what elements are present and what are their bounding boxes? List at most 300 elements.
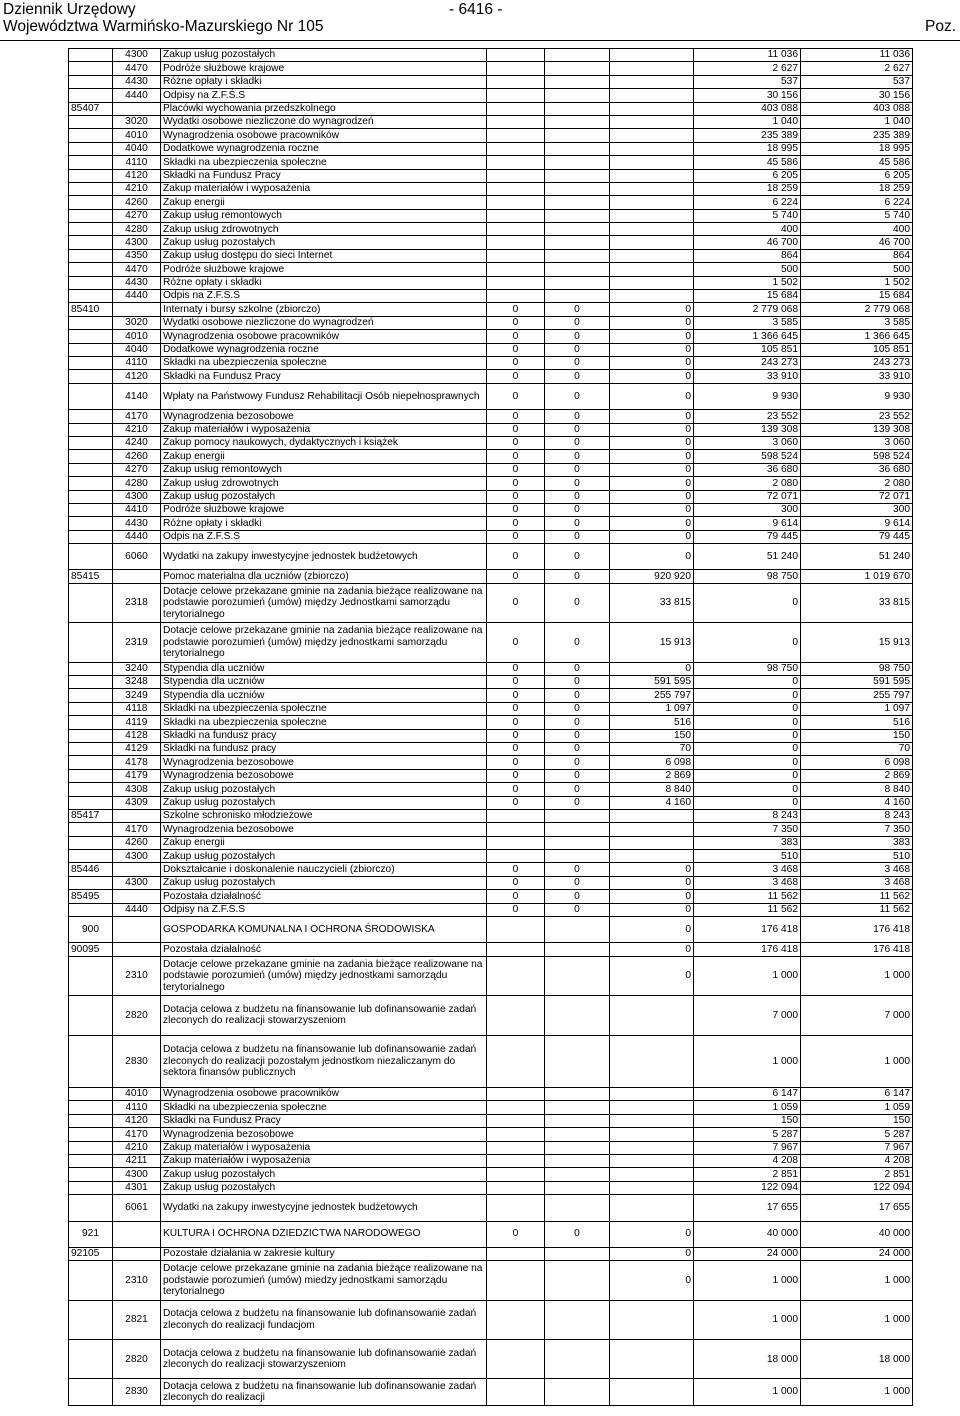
total-amount: 33 910 xyxy=(801,370,913,383)
amount-col-2 xyxy=(545,836,610,849)
item-description: Stypendia dla uczniów xyxy=(161,662,487,675)
paragraph-code: 4430 xyxy=(113,276,161,289)
amount-col-3: 0 xyxy=(610,917,694,943)
amount-col-3 xyxy=(610,102,694,115)
paragraph-code xyxy=(113,809,161,822)
amount-col-1: 0 xyxy=(487,316,545,329)
amount-col-4: 18 000 xyxy=(694,1340,801,1379)
total-amount: 122 094 xyxy=(801,1181,913,1194)
amount-col-3 xyxy=(610,809,694,822)
amount-col-3: 8 840 xyxy=(610,783,694,796)
section-code xyxy=(69,463,113,476)
amount-col-4: 8 243 xyxy=(694,809,801,822)
item-description: Dokształcanie i doskonalenie nauczycieli (zbiorczo) xyxy=(161,863,487,876)
item-description: Odpisy na Z.F.Ś.S xyxy=(161,89,487,102)
item-description: Pomoc materialna dla uczniów (zbiorczo) xyxy=(161,570,487,583)
total-amount: 15 913 xyxy=(801,623,913,662)
amount-col-1 xyxy=(487,1195,545,1221)
amount-col-1 xyxy=(487,943,545,956)
amount-col-1: 0 xyxy=(487,490,545,503)
total-amount: 23 552 xyxy=(801,410,913,423)
paragraph-code: 4440 xyxy=(113,903,161,916)
paragraph-code: 2310 xyxy=(113,1261,161,1300)
section-code xyxy=(69,249,113,262)
amount-col-1: 0 xyxy=(487,330,545,343)
total-amount: 4 208 xyxy=(801,1154,913,1167)
page-number: - 6416 - xyxy=(449,1,503,18)
item-description: Stypendia dla uczniów xyxy=(161,689,487,702)
amount-col-3 xyxy=(610,1379,694,1405)
amount-col-4: 3 585 xyxy=(694,316,801,329)
item-description: Zakup materiałów i wyposażenia xyxy=(161,1154,487,1167)
amount-col-3: 0 xyxy=(610,383,694,409)
amount-col-4: 36 680 xyxy=(694,463,801,476)
amount-col-3: 0 xyxy=(610,423,694,436)
total-amount: 2 851 xyxy=(801,1168,913,1181)
table-row xyxy=(69,823,913,836)
amount-col-4: 6 224 xyxy=(694,196,801,209)
paragraph-code: 4260 xyxy=(113,196,161,209)
table-row xyxy=(69,1128,913,1141)
item-description: Składki na Fundusz Pracy xyxy=(161,169,487,182)
table-row xyxy=(69,115,913,128)
paragraph-code: 4118 xyxy=(113,702,161,715)
amount-col-1: 0 xyxy=(487,463,545,476)
amount-col-2: 0 xyxy=(545,796,610,809)
amount-col-4: 0 xyxy=(694,716,801,729)
paragraph-code: 2820 xyxy=(113,996,161,1035)
paragraph-code: 4440 xyxy=(113,89,161,102)
journal-title: Dziennik Urzędowy xyxy=(3,1,136,18)
total-amount: 5 287 xyxy=(801,1128,913,1141)
section-code xyxy=(69,290,113,303)
amount-col-3 xyxy=(610,1300,694,1339)
amount-col-4: 0 xyxy=(694,742,801,755)
section-code xyxy=(69,209,113,222)
paragraph-code xyxy=(113,1221,161,1247)
paragraph-code: 2830 xyxy=(113,1379,161,1405)
item-description: Internaty i bursy szkolne (zbiorczo) xyxy=(161,303,487,316)
amount-col-1 xyxy=(487,156,545,169)
section-code xyxy=(69,583,113,622)
total-amount: 403 088 xyxy=(801,102,913,115)
amount-col-3 xyxy=(610,823,694,836)
item-description: Zakup usług pozostałych xyxy=(161,49,487,62)
amount-col-2 xyxy=(545,1300,610,1339)
amount-col-2 xyxy=(545,850,610,863)
total-amount: 500 xyxy=(801,263,913,276)
amount-col-4: 17 655 xyxy=(694,1195,801,1221)
paragraph-code: 3020 xyxy=(113,316,161,329)
paragraph-code xyxy=(113,943,161,956)
section-code: 900 xyxy=(69,917,113,943)
amount-col-1 xyxy=(487,236,545,249)
amount-col-4: 9 930 xyxy=(694,383,801,409)
table-row xyxy=(69,1181,913,1194)
total-amount: 30 156 xyxy=(801,89,913,102)
item-description: Składki na Fundusz Pracy xyxy=(161,370,487,383)
amount-col-1 xyxy=(487,290,545,303)
amount-col-4: 0 xyxy=(694,796,801,809)
item-description: Dotacja celowa z budżetu na finansowanie lub dofinansowanie zadań zleconych do realizacji xyxy=(161,1379,487,1405)
total-amount: 6 224 xyxy=(801,196,913,209)
paragraph-code: 4211 xyxy=(113,1154,161,1167)
amount-col-1: 0 xyxy=(487,436,545,449)
section-code xyxy=(69,383,113,409)
paragraph-code: 4120 xyxy=(113,169,161,182)
paragraph-code: 4110 xyxy=(113,1101,161,1114)
item-description: Podróże służbowe krajowe xyxy=(161,62,487,75)
amount-col-3: 0 xyxy=(610,1221,694,1247)
total-amount: 3 585 xyxy=(801,316,913,329)
item-description: Dotacje celowe przekazane gminie na zadania bieżące realizowane na podstawie porozumień (umów) między Jednostkami samorządu terytorialnego xyxy=(161,583,487,622)
amount-col-4: 122 094 xyxy=(694,1181,801,1194)
amount-col-4: 23 552 xyxy=(694,410,801,423)
amount-col-2: 0 xyxy=(545,876,610,889)
table-row xyxy=(69,756,913,769)
item-description: Zakup usług remontowych xyxy=(161,463,487,476)
amount-col-3 xyxy=(610,49,694,62)
amount-col-4: 18 995 xyxy=(694,142,801,155)
total-amount: 1 059 xyxy=(801,1101,913,1114)
table-row xyxy=(69,689,913,702)
amount-col-1: 0 xyxy=(487,863,545,876)
total-amount: 1 097 xyxy=(801,702,913,715)
amount-col-2 xyxy=(545,943,610,956)
paragraph-code: 4179 xyxy=(113,769,161,782)
amount-col-2: 0 xyxy=(545,370,610,383)
amount-col-1 xyxy=(487,223,545,236)
section-code xyxy=(69,517,113,530)
section-code xyxy=(69,1340,113,1379)
item-description: Zakup usług pozostałych xyxy=(161,796,487,809)
total-amount: 139 308 xyxy=(801,423,913,436)
total-amount: 6 147 xyxy=(801,1088,913,1101)
amount-col-3: 0 xyxy=(610,330,694,343)
paragraph-code: 4430 xyxy=(113,75,161,88)
amount-col-2 xyxy=(545,823,610,836)
amount-col-4: 1 040 xyxy=(694,115,801,128)
amount-col-4: 3 468 xyxy=(694,863,801,876)
table-row xyxy=(69,729,913,742)
table-row xyxy=(69,156,913,169)
amount-col-1 xyxy=(487,1300,545,1339)
total-amount: 1 000 xyxy=(801,1261,913,1300)
item-description: Różne opłaty i składki xyxy=(161,75,487,88)
amount-col-3 xyxy=(610,996,694,1035)
amount-col-2: 0 xyxy=(545,769,610,782)
amount-col-3 xyxy=(610,263,694,276)
item-description: Zakup energii xyxy=(161,450,487,463)
amount-col-1: 0 xyxy=(487,742,545,755)
table-row xyxy=(69,1340,913,1379)
table-row xyxy=(69,662,913,675)
item-description: KULTURA I OCHRONA DZIEDZICTWA NARODOWEGO xyxy=(161,1221,487,1247)
paragraph-code: 3240 xyxy=(113,662,161,675)
amount-col-2 xyxy=(545,1181,610,1194)
amount-col-2: 0 xyxy=(545,783,610,796)
amount-col-3 xyxy=(610,249,694,262)
table-row xyxy=(69,263,913,276)
amount-col-4: 6 147 xyxy=(694,1088,801,1101)
amount-col-3 xyxy=(610,850,694,863)
amount-col-2: 0 xyxy=(545,343,610,356)
table-row xyxy=(69,702,913,715)
section-code: 90095 xyxy=(69,943,113,956)
amount-col-1: 0 xyxy=(487,450,545,463)
amount-col-2 xyxy=(545,917,610,943)
amount-col-1 xyxy=(487,169,545,182)
table-row xyxy=(69,62,913,75)
section-code xyxy=(69,477,113,490)
table-row xyxy=(69,316,913,329)
paragraph-code: 4280 xyxy=(113,477,161,490)
item-description: Wynagrodzenia bezosobowe xyxy=(161,756,487,769)
amount-col-1 xyxy=(487,263,545,276)
amount-col-2: 0 xyxy=(545,517,610,530)
total-amount: 176 418 xyxy=(801,917,913,943)
section-code xyxy=(69,330,113,343)
amount-col-4: 33 910 xyxy=(694,370,801,383)
item-description: Zakup pomocy naukowych, dydaktycznych i książek xyxy=(161,436,487,449)
total-amount: 1 040 xyxy=(801,115,913,128)
amount-col-3 xyxy=(610,1154,694,1167)
amount-col-2 xyxy=(545,182,610,195)
total-amount: 70 xyxy=(801,742,913,755)
section-code xyxy=(69,742,113,755)
amount-col-4: 2 080 xyxy=(694,477,801,490)
paragraph-code: 4170 xyxy=(113,1128,161,1141)
amount-col-4: 1 000 xyxy=(694,1035,801,1087)
amount-col-4: 45 586 xyxy=(694,156,801,169)
section-code: 85415 xyxy=(69,570,113,583)
section-code xyxy=(69,850,113,863)
amount-col-1 xyxy=(487,850,545,863)
amount-col-3 xyxy=(610,142,694,155)
table-row xyxy=(69,1141,913,1154)
item-description: Dodatkowe wynagrodzenia roczne xyxy=(161,142,487,155)
amount-col-4: 300 xyxy=(694,503,801,516)
amount-col-2 xyxy=(545,1379,610,1405)
total-amount: 300 xyxy=(801,503,913,516)
paragraph-code: 4010 xyxy=(113,1088,161,1101)
paragraph-code: 2310 xyxy=(113,956,161,995)
amount-col-4: 5 287 xyxy=(694,1128,801,1141)
amount-col-3 xyxy=(610,290,694,303)
amount-col-3 xyxy=(610,156,694,169)
total-amount: 864 xyxy=(801,249,913,262)
item-description: Pozostałe działania w zakresie kultury xyxy=(161,1247,487,1260)
amount-col-1: 0 xyxy=(487,410,545,423)
paragraph-code: 4120 xyxy=(113,1114,161,1127)
section-code xyxy=(69,115,113,128)
amount-col-2 xyxy=(545,89,610,102)
total-amount: 9 614 xyxy=(801,517,913,530)
table-row xyxy=(69,249,913,262)
amount-col-3: 0 xyxy=(610,463,694,476)
amount-col-1 xyxy=(487,89,545,102)
amount-col-1: 0 xyxy=(487,343,545,356)
amount-col-1 xyxy=(487,115,545,128)
amount-col-1 xyxy=(487,196,545,209)
amount-col-2: 0 xyxy=(545,676,610,689)
item-description: Różne opłaty i składki xyxy=(161,276,487,289)
total-amount: 11 562 xyxy=(801,903,913,916)
table-row xyxy=(69,1221,913,1247)
amount-col-3: 33 815 xyxy=(610,583,694,622)
amount-col-4: 864 xyxy=(694,249,801,262)
item-description: Dotacja celowa z budżetu na finansowanie lub dofinansowanie zadań zleconych do realizacji pozostałym jednostkom niezaliczanym do sektora finansów publicznych xyxy=(161,1035,487,1087)
amount-col-3: 0 xyxy=(610,477,694,490)
paragraph-code: 4270 xyxy=(113,463,161,476)
amount-col-1 xyxy=(487,49,545,62)
paragraph-code: 2821 xyxy=(113,1300,161,1339)
amount-col-4: 1 000 xyxy=(694,1379,801,1405)
paragraph-code xyxy=(113,303,161,316)
total-amount: 591 595 xyxy=(801,676,913,689)
table-row xyxy=(69,850,913,863)
item-description: Zakup materiałów i wyposażenia xyxy=(161,423,487,436)
amount-col-4: 4 208 xyxy=(694,1154,801,1167)
table-row xyxy=(69,583,913,622)
section-code xyxy=(69,729,113,742)
table-row xyxy=(69,383,913,409)
amount-col-3: 0 xyxy=(610,876,694,889)
section-code xyxy=(69,1261,113,1300)
amount-col-3: 255 797 xyxy=(610,689,694,702)
paragraph-code: 4170 xyxy=(113,823,161,836)
section-code xyxy=(69,544,113,570)
amount-col-2 xyxy=(545,1340,610,1379)
paragraph-code: 4040 xyxy=(113,343,161,356)
amount-col-1: 0 xyxy=(487,702,545,715)
paragraph-code: 4260 xyxy=(113,836,161,849)
amount-col-1: 0 xyxy=(487,729,545,742)
amount-col-4: 0 xyxy=(694,583,801,622)
section-code xyxy=(69,1195,113,1221)
section-code xyxy=(69,1035,113,1087)
amount-col-4: 11 036 xyxy=(694,49,801,62)
item-description: Odpis na Z.F.S.S xyxy=(161,530,487,543)
section-code xyxy=(69,450,113,463)
item-description: Składki na fundusz pracy xyxy=(161,729,487,742)
amount-col-3: 4 160 xyxy=(610,796,694,809)
section-code: 921 xyxy=(69,1221,113,1247)
section-code xyxy=(69,490,113,503)
paragraph-code: 4210 xyxy=(113,423,161,436)
amount-col-4: 0 xyxy=(694,769,801,782)
table-row xyxy=(69,809,913,822)
amount-col-3 xyxy=(610,89,694,102)
section-code xyxy=(69,903,113,916)
item-description: Składki na ubezpieczenia społeczne xyxy=(161,702,487,715)
amount-col-1: 0 xyxy=(487,903,545,916)
amount-col-1: 0 xyxy=(487,890,545,903)
section-code xyxy=(69,956,113,995)
section-code: 92105 xyxy=(69,1247,113,1260)
amount-col-2: 0 xyxy=(545,742,610,755)
amount-col-2: 0 xyxy=(545,702,610,715)
amount-col-1 xyxy=(487,142,545,155)
table-row xyxy=(69,436,913,449)
paragraph-code: 4300 xyxy=(113,1168,161,1181)
item-description: Zakup usług pozostałych xyxy=(161,783,487,796)
section-code xyxy=(69,1128,113,1141)
table-row xyxy=(69,996,913,1035)
amount-col-1 xyxy=(487,1128,545,1141)
table-row xyxy=(69,903,913,916)
amount-col-2 xyxy=(545,223,610,236)
amount-col-3: 0 xyxy=(610,436,694,449)
amount-col-4: 0 xyxy=(694,623,801,662)
table-row xyxy=(69,209,913,222)
total-amount: 18 000 xyxy=(801,1340,913,1379)
amount-col-4: 15 684 xyxy=(694,290,801,303)
total-amount: 150 xyxy=(801,729,913,742)
paragraph-code: 4301 xyxy=(113,1181,161,1194)
table-row xyxy=(69,102,913,115)
amount-col-1: 0 xyxy=(487,796,545,809)
paragraph-code: 4010 xyxy=(113,330,161,343)
table-row xyxy=(69,450,913,463)
table-row xyxy=(69,169,913,182)
section-code xyxy=(69,263,113,276)
amount-col-3: 920 920 xyxy=(610,570,694,583)
total-amount: 5 740 xyxy=(801,209,913,222)
item-description: Zakup usług pozostałych xyxy=(161,236,487,249)
item-description: Wynagrodzenia bezosobowe xyxy=(161,769,487,782)
amount-col-3: 0 xyxy=(610,503,694,516)
amount-col-4: 1 059 xyxy=(694,1101,801,1114)
amount-col-3 xyxy=(610,1128,694,1141)
amount-col-2 xyxy=(545,49,610,62)
item-description: Pozostała działalność xyxy=(161,943,487,956)
table-row xyxy=(69,236,913,249)
amount-col-1: 0 xyxy=(487,303,545,316)
item-description: Odpis na Z.F.S.S xyxy=(161,290,487,303)
amount-col-2 xyxy=(545,169,610,182)
amount-col-4: 11 562 xyxy=(694,903,801,916)
table-row xyxy=(69,1114,913,1127)
amount-col-3 xyxy=(610,62,694,75)
section-code xyxy=(69,142,113,155)
item-description: Zakup materiałów i wyposażenia xyxy=(161,1141,487,1154)
amount-col-4: 3 060 xyxy=(694,436,801,449)
total-amount: 33 815 xyxy=(801,583,913,622)
amount-col-2 xyxy=(545,1247,610,1260)
amount-col-2: 0 xyxy=(545,356,610,369)
amount-col-4: 537 xyxy=(694,75,801,88)
amount-col-4: 30 156 xyxy=(694,89,801,102)
paragraph-code: 4300 xyxy=(113,850,161,863)
item-description: Wpłaty na Państwowy Fundusz Rehabilitacji Osób niepełnosprawnych xyxy=(161,383,487,409)
budget-table-body xyxy=(69,49,913,1406)
amount-col-3 xyxy=(610,223,694,236)
amount-col-3 xyxy=(610,1101,694,1114)
table-row xyxy=(69,223,913,236)
amount-col-3 xyxy=(610,836,694,849)
amount-col-1 xyxy=(487,1154,545,1167)
paragraph-code: 4470 xyxy=(113,62,161,75)
amount-col-4: 1 000 xyxy=(694,956,801,995)
amount-col-3: 591 595 xyxy=(610,676,694,689)
paragraph-code: 2820 xyxy=(113,1340,161,1379)
amount-col-2: 0 xyxy=(545,410,610,423)
table-row xyxy=(69,75,913,88)
section-code xyxy=(69,276,113,289)
amount-col-2: 0 xyxy=(545,463,610,476)
amount-col-4: 510 xyxy=(694,850,801,863)
